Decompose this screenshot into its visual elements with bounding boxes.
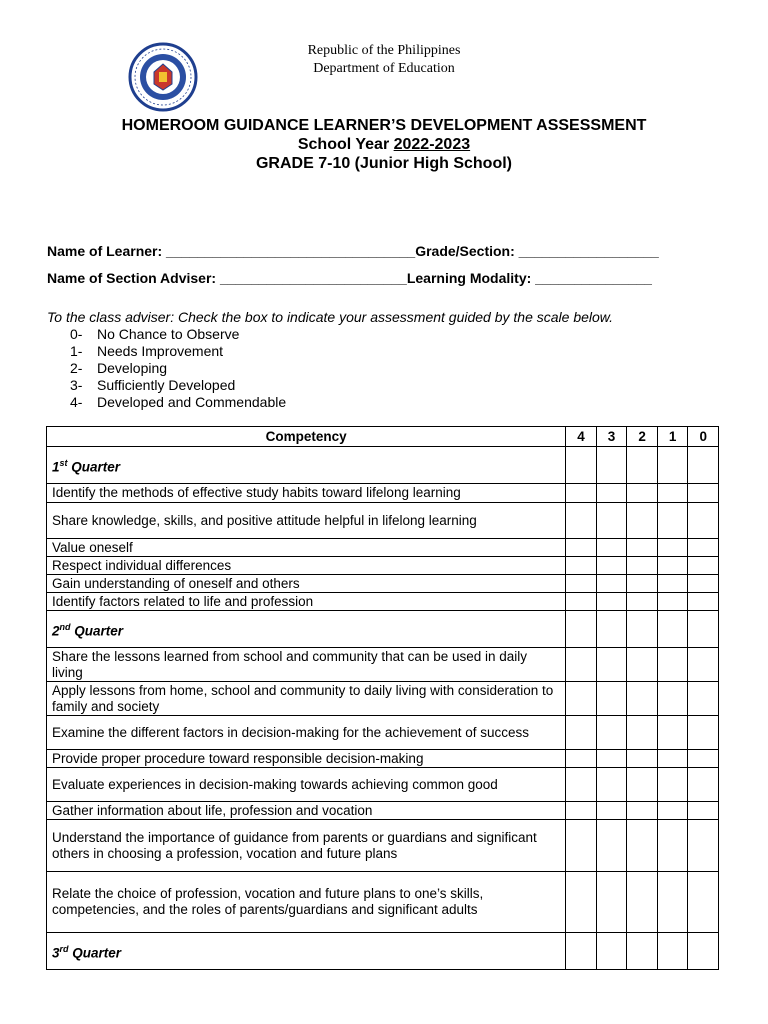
rating-checkbox-cell[interactable] bbox=[657, 593, 688, 611]
rating-checkbox-cell[interactable] bbox=[657, 447, 688, 484]
document-title-block bbox=[0, 116, 768, 173]
rating-checkbox-cell[interactable] bbox=[688, 593, 719, 611]
competency-text: Understand the importance of guidance from parents or guardians and significant others in choosing a profession, vocation and future plans bbox=[47, 820, 566, 872]
instruction-text: To the class adviser: Check the box to indicate your assessment guided by the scale below. bbox=[47, 309, 614, 325]
rating-checkbox-cell[interactable] bbox=[657, 557, 688, 575]
scale-item bbox=[70, 377, 286, 394]
rating-checkbox-cell[interactable] bbox=[566, 648, 597, 682]
rating-checkbox-cell[interactable] bbox=[688, 648, 719, 682]
quarter-number: 3 bbox=[52, 945, 60, 961]
quarter-row bbox=[47, 611, 719, 648]
rating-checkbox-cell[interactable] bbox=[596, 820, 627, 872]
rating-checkbox-cell[interactable] bbox=[688, 575, 719, 593]
rating-checkbox-cell[interactable] bbox=[657, 933, 688, 970]
competency-text: Share knowledge, skills, and positive attitude helpful in lifelong learning bbox=[47, 503, 566, 539]
republic-line: Republic of the Philippines bbox=[307, 43, 461, 58]
scale-label: Needs Improvement bbox=[97, 343, 224, 359]
scale-item bbox=[70, 360, 286, 377]
rating-checkbox-cell[interactable] bbox=[566, 503, 597, 539]
rating-checkbox-cell[interactable] bbox=[657, 611, 688, 648]
competency-text: Provide proper procedure toward responsible decision-making bbox=[47, 750, 566, 768]
competency-text: Evaluate experiences in decision-making towards achieving common good bbox=[47, 768, 566, 802]
quarter-number: 1 bbox=[52, 459, 60, 475]
quarter-label bbox=[47, 611, 566, 648]
rating-checkbox-cell[interactable] bbox=[596, 557, 627, 575]
scale-item bbox=[70, 343, 286, 360]
quarter-text: Quarter bbox=[67, 459, 121, 475]
competency-row bbox=[47, 716, 719, 750]
rating-checkbox-cell[interactable] bbox=[596, 575, 627, 593]
rating-checkbox-cell[interactable] bbox=[566, 593, 597, 611]
rating-checkbox-cell[interactable] bbox=[627, 575, 658, 593]
scale-label: Developing bbox=[97, 360, 168, 376]
rating-checkbox-cell[interactable] bbox=[688, 820, 719, 872]
competency-row bbox=[47, 484, 719, 503]
rating-checkbox-cell[interactable] bbox=[627, 557, 658, 575]
competency-row bbox=[47, 648, 719, 682]
scale-number: 2- bbox=[70, 360, 83, 376]
quarter-text: Quarter bbox=[70, 623, 124, 639]
score-header: 1 bbox=[657, 427, 688, 447]
quarter-text: Quarter bbox=[68, 945, 122, 961]
document-header bbox=[0, 42, 768, 78]
competency-row bbox=[47, 682, 719, 716]
rating-checkbox-cell[interactable] bbox=[688, 768, 719, 802]
scale-label: Developed and Commendable bbox=[97, 394, 287, 410]
rating-checkbox-cell[interactable] bbox=[627, 682, 658, 716]
rating-checkbox-cell[interactable] bbox=[566, 682, 597, 716]
rating-checkbox-cell[interactable] bbox=[657, 820, 688, 872]
scale-number: 3- bbox=[70, 377, 83, 393]
department-line: Department of Education bbox=[313, 61, 455, 76]
rating-checkbox-cell[interactable] bbox=[596, 447, 627, 484]
scale-label: Sufficiently Developed bbox=[97, 377, 236, 393]
rating-checkbox-cell[interactable] bbox=[596, 648, 627, 682]
scale-item bbox=[70, 326, 286, 343]
competency-row bbox=[47, 768, 719, 802]
rating-checkbox-cell[interactable] bbox=[627, 933, 658, 970]
rating-checkbox-cell[interactable] bbox=[657, 575, 688, 593]
rating-checkbox-cell[interactable] bbox=[627, 539, 658, 557]
rating-checkbox-cell[interactable] bbox=[566, 716, 597, 750]
rating-checkbox-cell[interactable] bbox=[688, 716, 719, 750]
rating-checkbox-cell[interactable] bbox=[566, 484, 597, 503]
quarter-label bbox=[47, 447, 566, 484]
rating-checkbox-cell[interactable] bbox=[688, 503, 719, 539]
rating-checkbox-cell[interactable] bbox=[627, 611, 658, 648]
competency-text: Value oneself bbox=[47, 539, 566, 557]
rating-checkbox-cell[interactable] bbox=[627, 648, 658, 682]
quarter-row bbox=[47, 447, 719, 484]
competency-text: Examine the different factors in decision-making for the achievement of success bbox=[47, 716, 566, 750]
rating-checkbox-cell[interactable] bbox=[657, 872, 688, 933]
score-header: 0 bbox=[688, 427, 719, 447]
rating-checkbox-cell[interactable] bbox=[688, 933, 719, 970]
rating-checkbox-cell[interactable] bbox=[627, 447, 658, 484]
rating-checkbox-cell[interactable] bbox=[657, 648, 688, 682]
competency-row bbox=[47, 750, 719, 768]
scale-number: 4- bbox=[70, 394, 83, 410]
rating-checkbox-cell[interactable] bbox=[596, 933, 627, 970]
rating-checkbox-cell[interactable] bbox=[627, 802, 658, 820]
competency-text: Apply lessons from home, school and community to daily living with consideration to family and society bbox=[47, 682, 566, 716]
rating-checkbox-cell[interactable] bbox=[596, 750, 627, 768]
quarter-ordinal: nd bbox=[59, 621, 71, 632]
competency-header: Competency bbox=[47, 427, 566, 447]
rating-checkbox-cell[interactable] bbox=[596, 682, 627, 716]
rating-checkbox-cell[interactable] bbox=[596, 539, 627, 557]
competency-row bbox=[47, 820, 719, 872]
rating-checkbox-cell[interactable] bbox=[688, 682, 719, 716]
rating-checkbox-cell[interactable] bbox=[657, 716, 688, 750]
quarter-ordinal: rd bbox=[59, 943, 69, 954]
grade-title: GRADE 7-10 (Junior High School) bbox=[255, 155, 512, 172]
scale-number: 0- bbox=[70, 326, 83, 342]
rating-checkbox-cell[interactable] bbox=[596, 716, 627, 750]
rating-checkbox-cell[interactable] bbox=[657, 682, 688, 716]
rating-checkbox-cell[interactable] bbox=[657, 802, 688, 820]
adviser-modality-field-line[interactable]: Name of Section Adviser: ________________________Learning Modality: _______________ bbox=[47, 270, 652, 286]
quarter-number: 2 bbox=[52, 623, 60, 639]
quarter-ordinal: st bbox=[59, 457, 68, 468]
quarter-label bbox=[47, 933, 566, 970]
rating-checkbox-cell[interactable] bbox=[688, 539, 719, 557]
competency-row bbox=[47, 503, 719, 539]
rating-checkbox-cell[interactable] bbox=[596, 872, 627, 933]
rating-checkbox-cell[interactable] bbox=[627, 768, 658, 802]
rating-checkbox-cell[interactable] bbox=[627, 593, 658, 611]
rating-checkbox-cell[interactable] bbox=[566, 820, 597, 872]
rating-checkbox-cell[interactable] bbox=[596, 593, 627, 611]
competency-text: Gain understanding of oneself and others bbox=[47, 575, 566, 593]
competency-row bbox=[47, 872, 719, 933]
rating-checkbox-cell[interactable] bbox=[688, 447, 719, 484]
rating-checkbox-cell[interactable] bbox=[657, 750, 688, 768]
rating-checkbox-cell[interactable] bbox=[566, 611, 597, 648]
rating-checkbox-cell[interactable] bbox=[627, 820, 658, 872]
rating-checkbox-cell[interactable] bbox=[596, 503, 627, 539]
rating-checkbox-cell[interactable] bbox=[688, 557, 719, 575]
rating-checkbox-cell[interactable] bbox=[566, 768, 597, 802]
competency-row bbox=[47, 557, 719, 575]
rating-checkbox-cell[interactable] bbox=[566, 447, 597, 484]
competency-row bbox=[47, 575, 719, 593]
rating-scale-list bbox=[70, 326, 286, 411]
rating-checkbox-cell[interactable] bbox=[566, 575, 597, 593]
scale-number: 1- bbox=[70, 343, 83, 359]
rating-checkbox-cell[interactable] bbox=[688, 872, 719, 933]
score-header: 3 bbox=[596, 427, 627, 447]
rating-checkbox-cell[interactable] bbox=[596, 611, 627, 648]
rating-checkbox-cell[interactable] bbox=[627, 503, 658, 539]
score-header: 4 bbox=[566, 427, 597, 447]
rating-checkbox-cell[interactable] bbox=[688, 484, 719, 503]
rating-checkbox-cell[interactable] bbox=[688, 611, 719, 648]
school-year-label: School Year bbox=[297, 136, 394, 153]
rating-checkbox-cell[interactable] bbox=[566, 872, 597, 933]
rating-checkbox-cell[interactable] bbox=[627, 716, 658, 750]
rating-checkbox-cell[interactable] bbox=[627, 750, 658, 768]
rating-checkbox-cell[interactable] bbox=[566, 750, 597, 768]
rating-checkbox-cell[interactable] bbox=[688, 802, 719, 820]
rating-checkbox-cell[interactable] bbox=[627, 484, 658, 503]
main-title: HOMEROOM GUIDANCE LEARNER’S DEVELOPMENT ASSESSMENT bbox=[121, 117, 647, 134]
competency-text: Identify factors related to life and profession bbox=[47, 593, 566, 611]
competency-row bbox=[47, 593, 719, 611]
scale-label: No Chance to Observe bbox=[97, 326, 240, 342]
rating-checkbox-cell[interactable] bbox=[688, 750, 719, 768]
scale-item bbox=[70, 394, 286, 411]
school-year-value: 2022-2023 bbox=[393, 136, 471, 153]
rating-checkbox-cell[interactable] bbox=[566, 539, 597, 557]
rating-checkbox-cell[interactable] bbox=[566, 802, 597, 820]
quarter-row bbox=[47, 933, 719, 970]
score-header: 2 bbox=[627, 427, 658, 447]
competency-text: Relate the choice of profession, vocation and future plans to one’s skills, competencies, and the roles of parents/guardians and significant adults bbox=[47, 872, 566, 933]
rating-checkbox-cell[interactable] bbox=[657, 539, 688, 557]
rating-checkbox-cell[interactable] bbox=[566, 557, 597, 575]
competency-text: Gather information about life, profession and vocation bbox=[47, 802, 566, 820]
learner-grade-field-line[interactable]: Name of Learner: ________________________________Grade/Section: __________________ bbox=[47, 243, 659, 259]
competency-table bbox=[46, 426, 719, 970]
rating-checkbox-cell[interactable] bbox=[566, 933, 597, 970]
competency-text: Share the lessons learned from school and community that can be used in daily living bbox=[47, 648, 566, 682]
rating-checkbox-cell[interactable] bbox=[657, 768, 688, 802]
rating-checkbox-cell[interactable] bbox=[657, 503, 688, 539]
competency-row bbox=[47, 539, 719, 557]
competency-text: Respect individual differences bbox=[47, 557, 566, 575]
competency-text: Identify the methods of effective study habits toward lifelong learning bbox=[47, 484, 566, 503]
rating-checkbox-cell[interactable] bbox=[627, 872, 658, 933]
school-year-line bbox=[0, 135, 768, 154]
rating-checkbox-cell[interactable] bbox=[657, 484, 688, 503]
rating-checkbox-cell[interactable] bbox=[596, 484, 627, 503]
table-header-row bbox=[47, 427, 719, 447]
competency-row bbox=[47, 802, 719, 820]
rating-checkbox-cell[interactable] bbox=[596, 802, 627, 820]
rating-checkbox-cell[interactable] bbox=[596, 768, 627, 802]
